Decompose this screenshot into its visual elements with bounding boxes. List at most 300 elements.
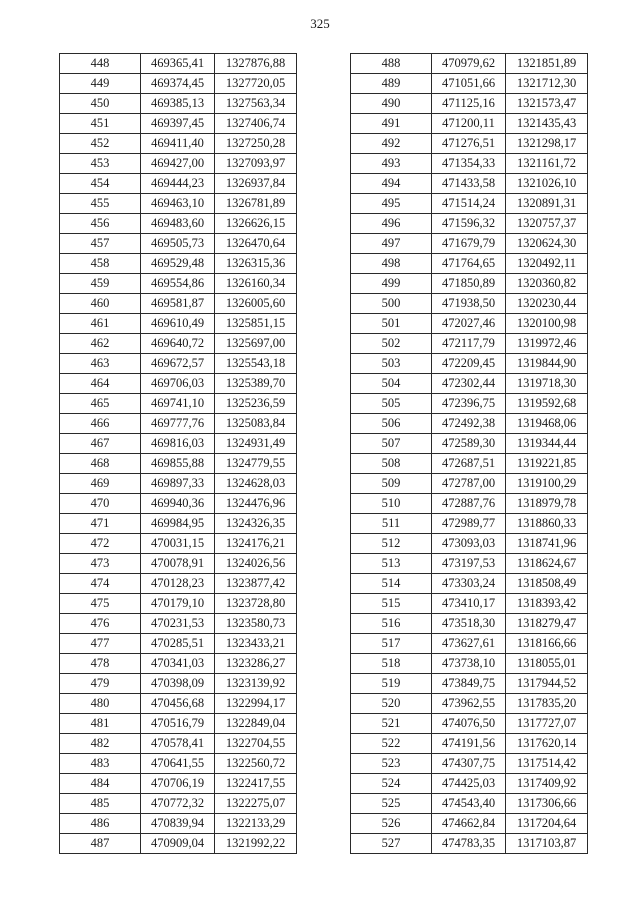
point-number-cell: 513 — [351, 554, 432, 574]
table-row — [351, 134, 588, 154]
table-row — [351, 834, 588, 854]
point-number-cell: 464 — [60, 374, 141, 394]
y-coordinate-cell: 1322275,07 — [215, 794, 297, 814]
point-number-cell: 504 — [351, 374, 432, 394]
point-number-cell: 468 — [60, 454, 141, 474]
table-row — [60, 774, 297, 794]
point-number-cell: 459 — [60, 274, 141, 294]
point-number-cell: 498 — [351, 254, 432, 274]
point-number-cell: 454 — [60, 174, 141, 194]
x-coordinate-cell: 470979,62 — [432, 54, 506, 74]
y-coordinate-cell: 1317835,20 — [506, 694, 588, 714]
table-row — [351, 674, 588, 694]
y-coordinate-cell: 1320492,11 — [506, 254, 588, 274]
x-coordinate-cell: 471433,58 — [432, 174, 506, 194]
x-coordinate-cell: 471596,32 — [432, 214, 506, 234]
y-coordinate-cell: 1325697,00 — [215, 334, 297, 354]
x-coordinate-cell: 469940,36 — [141, 494, 215, 514]
point-number-cell: 497 — [351, 234, 432, 254]
y-coordinate-cell: 1323433,21 — [215, 634, 297, 654]
table-row — [60, 434, 297, 454]
point-number-cell: 489 — [351, 74, 432, 94]
y-coordinate-cell: 1320891,31 — [506, 194, 588, 214]
x-coordinate-cell: 469610,49 — [141, 314, 215, 334]
table-row — [60, 274, 297, 294]
table-row — [351, 234, 588, 254]
y-coordinate-cell: 1319592,68 — [506, 394, 588, 414]
table-row — [60, 514, 297, 534]
y-coordinate-cell: 1324779,55 — [215, 454, 297, 474]
x-coordinate-cell: 471276,51 — [432, 134, 506, 154]
x-coordinate-cell: 473197,53 — [432, 554, 506, 574]
point-number-cell: 453 — [60, 154, 141, 174]
table-row — [351, 414, 588, 434]
x-coordinate-cell: 471200,11 — [432, 114, 506, 134]
y-coordinate-cell: 1320360,82 — [506, 274, 588, 294]
point-number-cell: 512 — [351, 534, 432, 554]
table-row — [351, 594, 588, 614]
table-row — [351, 394, 588, 414]
y-coordinate-cell: 1317514,42 — [506, 754, 588, 774]
table-row — [60, 754, 297, 774]
point-number-cell: 449 — [60, 74, 141, 94]
table-row — [351, 794, 588, 814]
x-coordinate-cell: 471850,89 — [432, 274, 506, 294]
table-row — [60, 154, 297, 174]
y-coordinate-cell: 1325389,70 — [215, 374, 297, 394]
point-number-cell: 524 — [351, 774, 432, 794]
x-coordinate-cell: 474076,50 — [432, 714, 506, 734]
x-coordinate-cell: 471125,16 — [432, 94, 506, 114]
point-number-cell: 470 — [60, 494, 141, 514]
point-number-cell: 448 — [60, 54, 141, 74]
table-row — [351, 314, 588, 334]
point-number-cell: 481 — [60, 714, 141, 734]
table-row — [60, 494, 297, 514]
x-coordinate-cell: 474191,56 — [432, 734, 506, 754]
x-coordinate-cell: 469397,45 — [141, 114, 215, 134]
y-coordinate-cell: 1319718,30 — [506, 374, 588, 394]
x-coordinate-cell: 470706,19 — [141, 774, 215, 794]
point-number-cell: 515 — [351, 594, 432, 614]
x-coordinate-cell: 474425,03 — [432, 774, 506, 794]
x-coordinate-cell: 470398,09 — [141, 674, 215, 694]
y-coordinate-cell: 1326160,34 — [215, 274, 297, 294]
x-coordinate-cell: 469374,45 — [141, 74, 215, 94]
point-number-cell: 509 — [351, 474, 432, 494]
x-coordinate-cell: 469984,95 — [141, 514, 215, 534]
point-number-cell: 475 — [60, 594, 141, 614]
x-coordinate-cell: 473738,10 — [432, 654, 506, 674]
x-coordinate-cell: 470179,10 — [141, 594, 215, 614]
point-number-cell: 480 — [60, 694, 141, 714]
y-coordinate-cell: 1317944,52 — [506, 674, 588, 694]
point-number-cell: 455 — [60, 194, 141, 214]
point-number-cell: 487 — [60, 834, 141, 854]
y-coordinate-cell: 1322994,17 — [215, 694, 297, 714]
table-row — [351, 714, 588, 734]
point-number-cell: 477 — [60, 634, 141, 654]
table-row — [60, 74, 297, 94]
y-coordinate-cell: 1322417,55 — [215, 774, 297, 794]
point-number-cell: 527 — [351, 834, 432, 854]
table-row — [351, 654, 588, 674]
x-coordinate-cell: 472027,46 — [432, 314, 506, 334]
x-coordinate-cell: 470641,55 — [141, 754, 215, 774]
y-coordinate-cell: 1325851,15 — [215, 314, 297, 334]
point-number-cell: 507 — [351, 434, 432, 454]
page-number: 325 — [310, 16, 330, 31]
point-number-cell: 505 — [351, 394, 432, 414]
point-number-cell: 499 — [351, 274, 432, 294]
x-coordinate-cell: 470839,94 — [141, 814, 215, 834]
y-coordinate-cell: 1323877,42 — [215, 574, 297, 594]
point-number-cell: 462 — [60, 334, 141, 354]
table-row — [351, 374, 588, 394]
y-coordinate-cell: 1317103,87 — [506, 834, 588, 854]
table-row — [351, 734, 588, 754]
y-coordinate-cell: 1322849,04 — [215, 714, 297, 734]
point-number-cell: 491 — [351, 114, 432, 134]
table-row — [60, 134, 297, 154]
table-row — [60, 714, 297, 734]
point-number-cell: 520 — [351, 694, 432, 714]
y-coordinate-cell: 1318166,66 — [506, 634, 588, 654]
x-coordinate-cell: 470341,03 — [141, 654, 215, 674]
table-row — [351, 514, 588, 534]
y-coordinate-cell: 1321161,72 — [506, 154, 588, 174]
table-row — [60, 654, 297, 674]
table-row — [60, 54, 297, 74]
point-number-cell: 496 — [351, 214, 432, 234]
y-coordinate-cell: 1327876,88 — [215, 54, 297, 74]
table-row — [351, 754, 588, 774]
x-coordinate-cell: 472989,77 — [432, 514, 506, 534]
coordinate-table-left — [59, 53, 297, 854]
y-coordinate-cell: 1317727,07 — [506, 714, 588, 734]
table-row — [351, 194, 588, 214]
table-row — [351, 614, 588, 634]
point-number-cell: 488 — [351, 54, 432, 74]
point-number-cell: 482 — [60, 734, 141, 754]
point-number-cell: 461 — [60, 314, 141, 334]
y-coordinate-cell: 1319468,06 — [506, 414, 588, 434]
y-coordinate-cell: 1326937,84 — [215, 174, 297, 194]
point-number-cell: 526 — [351, 814, 432, 834]
y-coordinate-cell: 1321992,22 — [215, 834, 297, 854]
table-row — [60, 574, 297, 594]
point-number-cell: 500 — [351, 294, 432, 314]
x-coordinate-cell: 469816,03 — [141, 434, 215, 454]
x-coordinate-cell: 470772,32 — [141, 794, 215, 814]
table-row — [351, 574, 588, 594]
point-number-cell: 457 — [60, 234, 141, 254]
point-number-cell: 479 — [60, 674, 141, 694]
point-number-cell: 502 — [351, 334, 432, 354]
x-coordinate-cell: 470031,15 — [141, 534, 215, 554]
table-row — [351, 354, 588, 374]
x-coordinate-cell: 471679,79 — [432, 234, 506, 254]
table-row — [351, 174, 588, 194]
table-row — [60, 374, 297, 394]
y-coordinate-cell: 1326315,36 — [215, 254, 297, 274]
x-coordinate-cell: 473627,61 — [432, 634, 506, 654]
x-coordinate-cell: 473962,55 — [432, 694, 506, 714]
x-coordinate-cell: 472302,44 — [432, 374, 506, 394]
point-number-cell: 465 — [60, 394, 141, 414]
table-row — [351, 114, 588, 134]
table-row — [60, 634, 297, 654]
table-row — [60, 174, 297, 194]
table-row — [60, 314, 297, 334]
y-coordinate-cell: 1324176,21 — [215, 534, 297, 554]
x-coordinate-cell: 469529,48 — [141, 254, 215, 274]
point-number-cell: 516 — [351, 614, 432, 634]
x-coordinate-cell: 470578,41 — [141, 734, 215, 754]
y-coordinate-cell: 1319844,90 — [506, 354, 588, 374]
x-coordinate-cell: 469444,23 — [141, 174, 215, 194]
x-coordinate-cell: 472117,79 — [432, 334, 506, 354]
x-coordinate-cell: 469554,86 — [141, 274, 215, 294]
point-number-cell: 452 — [60, 134, 141, 154]
table-row — [351, 494, 588, 514]
point-number-cell: 467 — [60, 434, 141, 454]
table-row — [351, 294, 588, 314]
table-row — [351, 554, 588, 574]
x-coordinate-cell: 469672,57 — [141, 354, 215, 374]
y-coordinate-cell: 1317409,92 — [506, 774, 588, 794]
x-coordinate-cell: 469427,00 — [141, 154, 215, 174]
x-coordinate-cell: 470231,53 — [141, 614, 215, 634]
x-coordinate-cell: 472887,76 — [432, 494, 506, 514]
table-row — [60, 594, 297, 614]
point-number-cell: 493 — [351, 154, 432, 174]
point-number-cell: 456 — [60, 214, 141, 234]
y-coordinate-cell: 1319972,46 — [506, 334, 588, 354]
table-row — [351, 634, 588, 654]
y-coordinate-cell: 1324326,35 — [215, 514, 297, 534]
x-coordinate-cell: 472396,75 — [432, 394, 506, 414]
table-row — [60, 194, 297, 214]
point-number-cell: 463 — [60, 354, 141, 374]
point-number-cell: 490 — [351, 94, 432, 114]
y-coordinate-cell: 1318741,96 — [506, 534, 588, 554]
point-number-cell: 483 — [60, 754, 141, 774]
x-coordinate-cell: 471514,24 — [432, 194, 506, 214]
table-row — [60, 334, 297, 354]
x-coordinate-cell: 473518,30 — [432, 614, 506, 634]
table-row — [60, 214, 297, 234]
table-row — [351, 74, 588, 94]
x-coordinate-cell: 472589,30 — [432, 434, 506, 454]
y-coordinate-cell: 1320100,98 — [506, 314, 588, 334]
x-coordinate-cell: 470128,23 — [141, 574, 215, 594]
y-coordinate-cell: 1318393,42 — [506, 594, 588, 614]
y-coordinate-cell: 1318624,67 — [506, 554, 588, 574]
y-coordinate-cell: 1319221,85 — [506, 454, 588, 474]
point-number-cell: 518 — [351, 654, 432, 674]
y-coordinate-cell: 1327093,97 — [215, 154, 297, 174]
y-coordinate-cell: 1326470,64 — [215, 234, 297, 254]
x-coordinate-cell: 470078,91 — [141, 554, 215, 574]
point-number-cell: 494 — [351, 174, 432, 194]
y-coordinate-cell: 1325543,18 — [215, 354, 297, 374]
y-coordinate-cell: 1321851,89 — [506, 54, 588, 74]
table-row — [351, 154, 588, 174]
table-row — [351, 694, 588, 714]
point-number-cell: 451 — [60, 114, 141, 134]
table-row — [60, 394, 297, 414]
y-coordinate-cell: 1320624,30 — [506, 234, 588, 254]
point-number-cell: 525 — [351, 794, 432, 814]
y-coordinate-cell: 1321573,47 — [506, 94, 588, 114]
y-coordinate-cell: 1323580,73 — [215, 614, 297, 634]
x-coordinate-cell: 470285,51 — [141, 634, 215, 654]
point-number-cell: 450 — [60, 94, 141, 114]
y-coordinate-cell: 1323728,80 — [215, 594, 297, 614]
y-coordinate-cell: 1321435,43 — [506, 114, 588, 134]
point-number-cell: 508 — [351, 454, 432, 474]
x-coordinate-cell: 469706,03 — [141, 374, 215, 394]
x-coordinate-cell: 469581,87 — [141, 294, 215, 314]
table-row — [60, 694, 297, 714]
coordinate-table-right — [350, 53, 588, 854]
y-coordinate-cell: 1317204,64 — [506, 814, 588, 834]
x-coordinate-cell: 474783,35 — [432, 834, 506, 854]
table-row — [351, 474, 588, 494]
point-number-cell: 486 — [60, 814, 141, 834]
x-coordinate-cell: 472209,45 — [432, 354, 506, 374]
x-coordinate-cell: 469365,41 — [141, 54, 215, 74]
point-number-cell: 458 — [60, 254, 141, 274]
point-number-cell: 492 — [351, 134, 432, 154]
x-coordinate-cell: 469640,72 — [141, 334, 215, 354]
point-number-cell: 478 — [60, 654, 141, 674]
x-coordinate-cell: 469463,10 — [141, 194, 215, 214]
x-coordinate-cell: 473849,75 — [432, 674, 506, 694]
y-coordinate-cell: 1327250,28 — [215, 134, 297, 154]
point-number-cell: 519 — [351, 674, 432, 694]
table-row — [351, 94, 588, 114]
point-number-cell: 495 — [351, 194, 432, 214]
x-coordinate-cell: 471354,33 — [432, 154, 506, 174]
x-coordinate-cell: 474307,75 — [432, 754, 506, 774]
point-number-cell: 472 — [60, 534, 141, 554]
x-coordinate-cell: 473410,17 — [432, 594, 506, 614]
y-coordinate-cell: 1320757,37 — [506, 214, 588, 234]
y-coordinate-cell: 1321298,17 — [506, 134, 588, 154]
y-coordinate-cell: 1321026,10 — [506, 174, 588, 194]
point-number-cell: 485 — [60, 794, 141, 814]
point-number-cell: 484 — [60, 774, 141, 794]
y-coordinate-cell: 1323139,92 — [215, 674, 297, 694]
table-row — [60, 454, 297, 474]
x-coordinate-cell: 469505,73 — [141, 234, 215, 254]
x-coordinate-cell: 469483,60 — [141, 214, 215, 234]
x-coordinate-cell: 472787,00 — [432, 474, 506, 494]
table-row — [60, 674, 297, 694]
y-coordinate-cell: 1317306,66 — [506, 794, 588, 814]
y-coordinate-cell: 1324931,49 — [215, 434, 297, 454]
table-row — [60, 294, 297, 314]
x-coordinate-cell: 471051,66 — [432, 74, 506, 94]
x-coordinate-cell: 472687,51 — [432, 454, 506, 474]
y-coordinate-cell: 1318055,01 — [506, 654, 588, 674]
table-row — [351, 454, 588, 474]
table-row — [60, 834, 297, 854]
point-number-cell: 474 — [60, 574, 141, 594]
table-row — [60, 114, 297, 134]
x-coordinate-cell: 469777,76 — [141, 414, 215, 434]
x-coordinate-cell: 469385,13 — [141, 94, 215, 114]
point-number-cell: 506 — [351, 414, 432, 434]
x-coordinate-cell: 471764,65 — [432, 254, 506, 274]
table-row — [351, 334, 588, 354]
y-coordinate-cell: 1327720,05 — [215, 74, 297, 94]
table-row — [60, 614, 297, 634]
x-coordinate-cell: 473093,03 — [432, 534, 506, 554]
point-number-cell: 517 — [351, 634, 432, 654]
table-row — [351, 54, 588, 74]
y-coordinate-cell: 1320230,44 — [506, 294, 588, 314]
y-coordinate-cell: 1322560,72 — [215, 754, 297, 774]
y-coordinate-cell: 1327563,34 — [215, 94, 297, 114]
table-row — [351, 214, 588, 234]
y-coordinate-cell: 1324628,03 — [215, 474, 297, 494]
y-coordinate-cell: 1323286,27 — [215, 654, 297, 674]
y-coordinate-cell: 1322704,55 — [215, 734, 297, 754]
point-number-cell: 522 — [351, 734, 432, 754]
point-number-cell: 523 — [351, 754, 432, 774]
y-coordinate-cell: 1317620,14 — [506, 734, 588, 754]
point-number-cell: 501 — [351, 314, 432, 334]
x-coordinate-cell: 470909,04 — [141, 834, 215, 854]
table-row — [60, 474, 297, 494]
table-row — [60, 734, 297, 754]
y-coordinate-cell: 1319344,44 — [506, 434, 588, 454]
point-number-cell: 473 — [60, 554, 141, 574]
y-coordinate-cell: 1325236,59 — [215, 394, 297, 414]
x-coordinate-cell: 470456,68 — [141, 694, 215, 714]
y-coordinate-cell: 1324476,96 — [215, 494, 297, 514]
point-number-cell: 511 — [351, 514, 432, 534]
y-coordinate-cell: 1322133,29 — [215, 814, 297, 834]
table-row — [351, 434, 588, 454]
y-coordinate-cell: 1319100,29 — [506, 474, 588, 494]
point-number-cell: 469 — [60, 474, 141, 494]
point-number-cell: 510 — [351, 494, 432, 514]
x-coordinate-cell: 472492,38 — [432, 414, 506, 434]
table-row — [60, 534, 297, 554]
point-number-cell: 503 — [351, 354, 432, 374]
x-coordinate-cell: 471938,50 — [432, 294, 506, 314]
table-row — [60, 414, 297, 434]
point-number-cell: 476 — [60, 614, 141, 634]
y-coordinate-cell: 1318860,33 — [506, 514, 588, 534]
y-coordinate-cell: 1326626,15 — [215, 214, 297, 234]
table-row — [351, 814, 588, 834]
x-coordinate-cell: 474662,84 — [432, 814, 506, 834]
x-coordinate-cell: 469897,33 — [141, 474, 215, 494]
x-coordinate-cell: 469855,88 — [141, 454, 215, 474]
point-number-cell: 521 — [351, 714, 432, 734]
table-row — [60, 814, 297, 834]
table-row — [60, 794, 297, 814]
y-coordinate-cell: 1327406,74 — [215, 114, 297, 134]
table-row — [60, 234, 297, 254]
table-row — [60, 94, 297, 114]
point-number-cell: 514 — [351, 574, 432, 594]
